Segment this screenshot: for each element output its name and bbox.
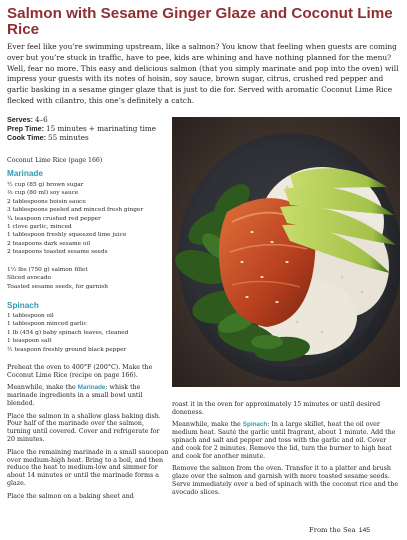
- marinade-ingredient-list: [7, 181, 169, 257]
- ingredient-item: 2 teaspoons toasted sesame seeds: [7, 249, 108, 256]
- salmon-dish-photo: [172, 117, 400, 387]
- ingredient-item: ⅓ cup (80 ml) soy sauce: [7, 190, 79, 197]
- recipe-meta: [7, 115, 167, 142]
- recipe-title: Salmon with Sesame Ginger Glaze and Coconut Lime Rice: [7, 5, 393, 38]
- direction-step: Remove the salmon from the oven. Transfer it to a platter and brush glaze over the salmon and garnish with more toasted sesame seeds. Serve immediately over a bed of spinach with the coconut rice and the avocado slices.: [172, 465, 399, 497]
- marinade-highlight: Marinade: [77, 384, 106, 392]
- ingredient-item: 3 tablespoons peeled and minced fresh ginger: [7, 207, 144, 214]
- cook-time-label: Cook Time:: [7, 133, 47, 142]
- ingredient-item: 2 tablespoons hoisin sauce: [7, 198, 86, 205]
- step-text: Meanwhile, make the: [172, 421, 243, 429]
- ingredient-item: 1 tablespoon freshly squeezed lime juice: [7, 232, 127, 239]
- step-text: Meanwhile, make the: [7, 384, 78, 392]
- section-name: From the Sea: [309, 526, 356, 534]
- directions-column-left: [7, 364, 169, 505]
- direction-step: roast it in the oven for approximately 15 minutes or until desired doneness.: [172, 401, 381, 416]
- serves-label: Serves:: [7, 115, 33, 124]
- prep-time-value: 15 minutes + marinating time: [46, 124, 156, 133]
- spinach-ingredient-list: [7, 312, 169, 354]
- spinach-heading: Spinach: [7, 301, 39, 310]
- ingredient-item: 2 teaspoons dark sesame oil: [7, 240, 91, 247]
- ingredient-item: 1 tablespoon oil: [7, 313, 54, 319]
- ingredient-item: Sliced avocado: [7, 275, 52, 282]
- ingredient-item: 1 teaspoon salt: [7, 338, 52, 345]
- page-footer: [309, 526, 370, 535]
- step-text: : In a large skillet, heat the oil over medium heat. Sauté the garlic until fragrant, about 1 minute. Add the spinach and salt and pepper and toss with the garlic and oil. Cover and cook for 2 minutes. Remove the lid, turn the burner to high heat and cook for another minute.: [172, 421, 396, 460]
- direction-step: Place the remaining marinade in a small saucepan over medium-high heat. Bring to a boil, and then reduce the heat to medium-low and simmer for about 14 minutes or until the marinade forms a glaze.: [7, 448, 169, 488]
- direction-step: [7, 384, 169, 408]
- ingredient-item: 1 lb (454 g) baby spinach leaves, cleaned: [7, 329, 129, 336]
- direction-step: Place the salmon in a shallow glass baking dish. Pour half of the marinade over the salmon, turning until covered. Cover and refrigerate for 20 minutes.: [7, 412, 161, 444]
- rice-reference: Coconut Lime Rice (page 166): [7, 157, 103, 164]
- direction-step: [172, 421, 400, 461]
- cook-time-line: [7, 133, 167, 142]
- direction-step: Place the salmon on a baking sheet and: [7, 492, 134, 500]
- ingredient-item: Toasted sesame seeds, for garnish: [7, 283, 108, 290]
- step-text: : whisk the marinade ingredients in a small bowl until blended.: [7, 384, 143, 408]
- ingredient-item: ½ teaspoon freshly ground black pepper: [7, 346, 127, 353]
- prep-time-label: Prep Time:: [7, 124, 45, 133]
- spinach-highlight: Spinach: [242, 421, 268, 429]
- ingredient-item: 1 clove garlic, minced: [7, 224, 72, 231]
- ingredient-item: ½ cup (85 g) brown sugar: [7, 182, 84, 188]
- serves-line: [7, 115, 167, 124]
- ingredient-item: 1 tablespoon minced garlic: [7, 321, 87, 328]
- prep-time-line: [7, 124, 167, 133]
- direction-step: Preheat the oven to 400°F (200°C). Make the Coconut Lime Rice (recipe on page 166).: [7, 364, 153, 379]
- marinade-heading: Marinade: [7, 169, 43, 178]
- recipe-intro: Ever feel like you’re swimming upstream, like a salmon? You know that feeling when guests are coming over but you’re stuck in traffic, have to pee, kids are whining and have nothing planned for the menu? Well, fear no more. This easy and delicious salmon (that you simply marinate and pop into the oven) will impress your guests with its notes of hoisin, soy sauce, brown sugar, citrus, crushed red pepper and garlic basking in a sesame ginger glaze that is just to die for. Served with aromatic Coconut Lime Rice flecked with cilantro, this one’s definitely a catch.: [7, 42, 399, 105]
- serves-value: 4–6: [34, 115, 48, 124]
- ingredient-item: ¼ teaspoon crushed red pepper: [7, 215, 101, 222]
- salmon-ingredient-list: [7, 266, 169, 291]
- cook-time-value: 55 minutes: [48, 133, 89, 142]
- salmon-dish-illustration: [172, 117, 400, 387]
- page-number: 145: [358, 527, 371, 534]
- directions-column-right: [172, 401, 400, 501]
- ingredient-item: 1½ lbs (750 g) salmon fillet: [7, 267, 88, 273]
